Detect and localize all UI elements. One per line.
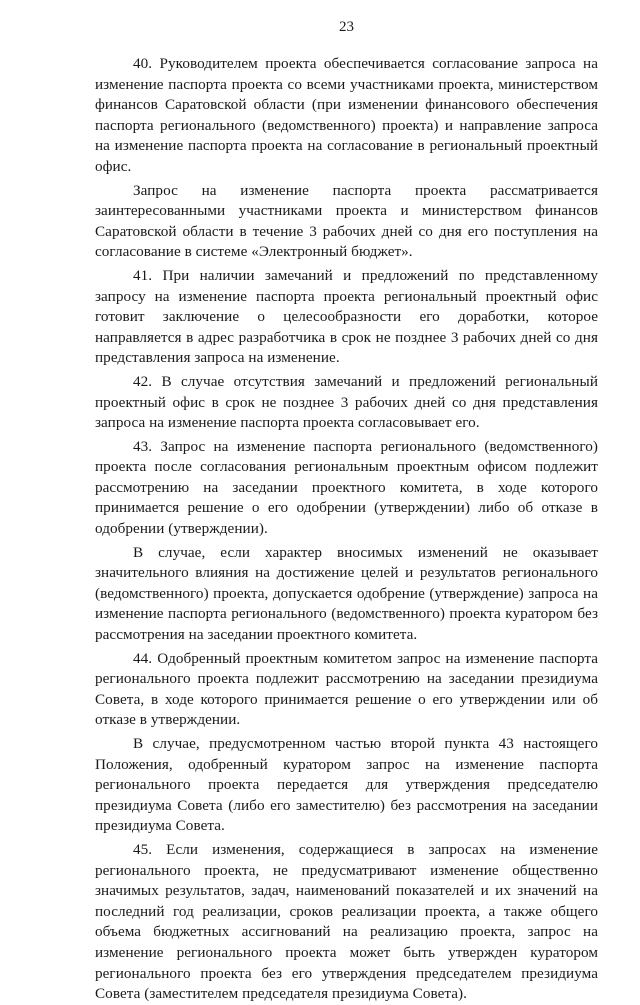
paragraph-44-exception: В случае, предусмотренном частью второй пункта 43 настоящего Положения, одобренный куратором запрос на изменение паспорта регионального проекта передается для утверждения председателю президиума Совета (либо его заместителю) без рассмотрения на заседании президиума Совета. [95, 735, 598, 835]
paragraph-45: 45. Если изменения, содержащиеся в запросах на изменение регионального проекта, не предусматривают изменение общественно значимых результатов, задач, наименований показателей и их значений на последний год реализации, сроков реализации проекта, а также общего объема бюджетных ассигнований на реализацию проекта, запрос на изменение регионального проекта может быть утвержден куратором регионального проекта без его утверждения председателем президиума Совета (заместителем председателя президиума Совета). [95, 840, 598, 1003]
paragraph-42: 42. В случае отсутствия замечаний и предложений региональный проектный офис в срок не позднее 3 рабочих дней со дня представления запроса на изменение паспорта проекта согласовывает его. [95, 372, 598, 432]
document-body [95, 54, 598, 1005]
paragraph-44: 44. Одобренный проектным комитетом запрос на изменение паспорта регионального проекта подлежит рассмотрению на заседании президиума Совета, в ходе которого принимается решение о его утверждении или об отказе в утверждении. [95, 649, 598, 729]
paragraph-43: 43. Запрос на изменение паспорта регионального (ведомственного) проекта после согласования региональным проектным офисом подлежит рассмотрению на заседании проектного комитета, в ходе которого принимается решение о его одобрении (утверждении) либо об отказе в одобрении (утверждении). [95, 437, 598, 538]
paragraph-40-review: Запрос на изменение паспорта проекта рассматривается заинтересованными участниками проекта и министерством финансов Саратовской области в течение 3 рабочих дней со дня его поступления на согласование в системе «Электронный бюджет». [95, 181, 598, 261]
paragraph-41: 41. При наличии замечаний и предложений по представленному запросу на изменение паспорта проекта региональный проектный офис готовит заключение о целесообразности его доработки, которое направляется в адрес разработчика в срок не позднее 3 рабочих дней со дня представления запроса на изменение. [95, 266, 598, 367]
page-number: 23 [339, 19, 354, 35]
paragraph-43-exception: В случае, если характер вносимых изменений не оказывает значительного влияния на достижение целей и результатов регионального (ведомственного) проекта, допускается одобрение (утверждение) запроса на изменение паспорта регионального (ведомственного) проекта куратором без рассмотрения на заседании проектного комитета. [95, 543, 598, 644]
paragraph-40: 40. Руководителем проекта обеспечивается согласование запроса на изменение паспорта проекта со всеми участниками проекта, министерством финансов Саратовской области (при изменении финансового обеспечения паспорта регионального (ведомственного) проекта) и направление запроса на изменение паспорта проекта на согласование в региональный проектный офис. [95, 55, 598, 175]
